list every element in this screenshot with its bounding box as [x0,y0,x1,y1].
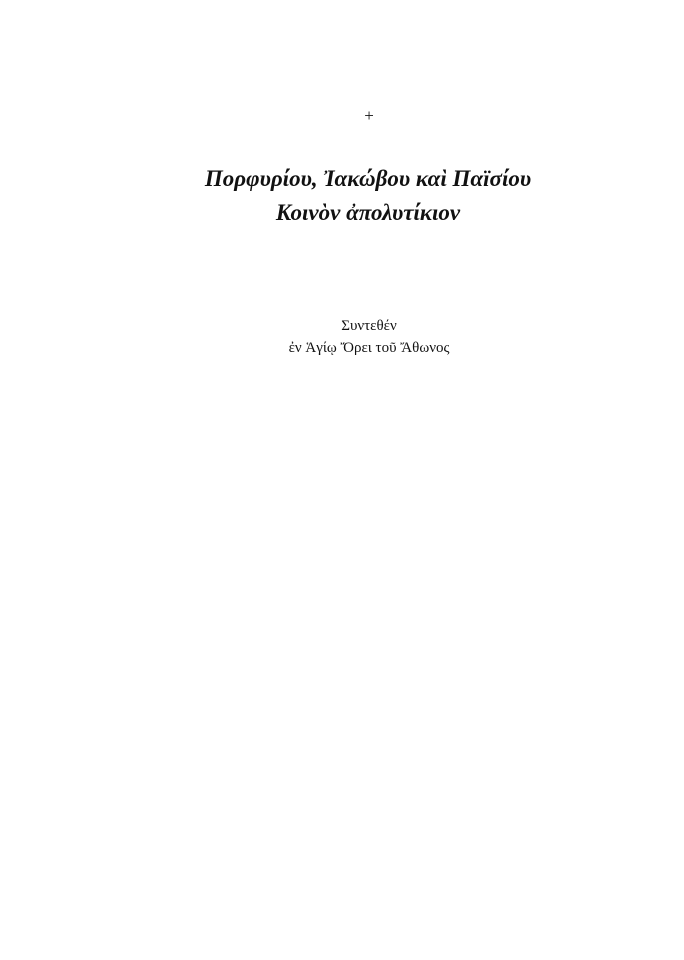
title-line-2: Κοινὸν ἀπολυτίκιον [275,200,461,225]
subtitle-line-1: Συντεθέν [341,318,397,334]
subtitle-block [0,315,684,359]
title-block [0,162,684,230]
subtitle-line-2: ἐν Ἁγίῳ Ὄρει τοῦ Ἄθωνος [288,340,450,356]
title-line-1: Πορφυρίου, Ἰακώβου καὶ Παϊσίου [204,166,532,191]
cross-symbol: + [364,106,374,125]
